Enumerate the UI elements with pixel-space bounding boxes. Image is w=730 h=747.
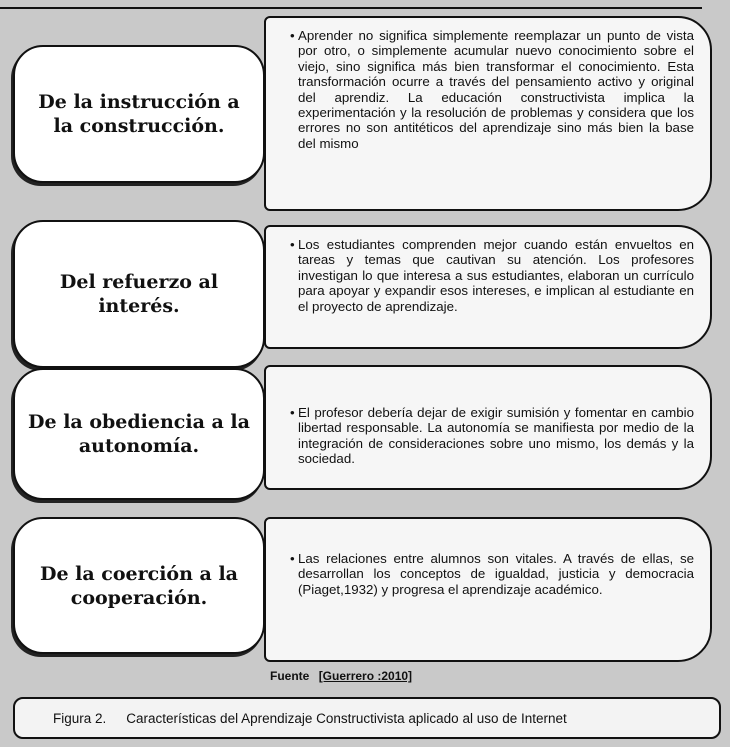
row-4-description: • Las relaciones entre alumnos son vitales. A través de ellas, se desarrollan los conceptos de igualdad, justicia y democracia (Piaget,1932) y progresa el aprendizaje académico. [298, 551, 694, 597]
source-line [270, 669, 412, 683]
row-3-description-box [264, 365, 712, 490]
figure-number: Figura 2. [53, 710, 107, 726]
row-4-title-box [13, 517, 265, 654]
row-2-description-box [264, 225, 712, 349]
source-label: Fuente [270, 669, 310, 683]
row-2-title-box [13, 220, 265, 368]
row-1-description: • Aprender no significa simplemente reemplazar un punto de vista por otro, o simplemente acumular nuevo conocimiento sobre el viejo, sino significa más bien transformar el conocimiento. Esta transformación ocurre a través del pensamiento activo y original del aprendiz. La educación constructivista implica la experimentación y la resolución de problemas y considera que los errores no son antitéticos del aprendizaje sino más bien la base del mismo [298, 28, 694, 151]
row-1-title: De la instrucción a la construcción. [38, 91, 240, 137]
source-reference: [Guerrero :2010] [318, 669, 413, 683]
top-rule [0, 7, 702, 9]
row-3-description: • El profesor debería dejar de exigir sumisión y fomentar en cambio libertad responsable. La autonomía se manifiesta por medio de la integración de consideraciones sobre uno mismo, los demás y la sociedad. [298, 405, 694, 467]
row-3-title-box [13, 368, 265, 500]
figure-caption-box [13, 697, 721, 739]
row-3-title: De la obediencia a la autonomía. [28, 411, 250, 457]
row-1-description-box [264, 16, 712, 211]
row-4-title: De la coerción a la cooperación. [39, 562, 238, 609]
row-2-description: • Los estudiantes comprenden mejor cuando están envueltos en tareas y temas que cautivan su atención. Los profesores investigan lo que interesa a sus estudiantes, elaboran un currículo para apoyar y expandir esos intereses, e implican al estudiante en el proyecto de aprendizaje. [298, 237, 694, 314]
figure-caption: Características del Aprendizaje Constructivista aplicado al uso de Internet [126, 710, 567, 726]
row-2-title: Del refuerzo al interés. [59, 271, 219, 317]
row-1-title-box [13, 45, 265, 183]
row-4-description-box [264, 517, 712, 662]
